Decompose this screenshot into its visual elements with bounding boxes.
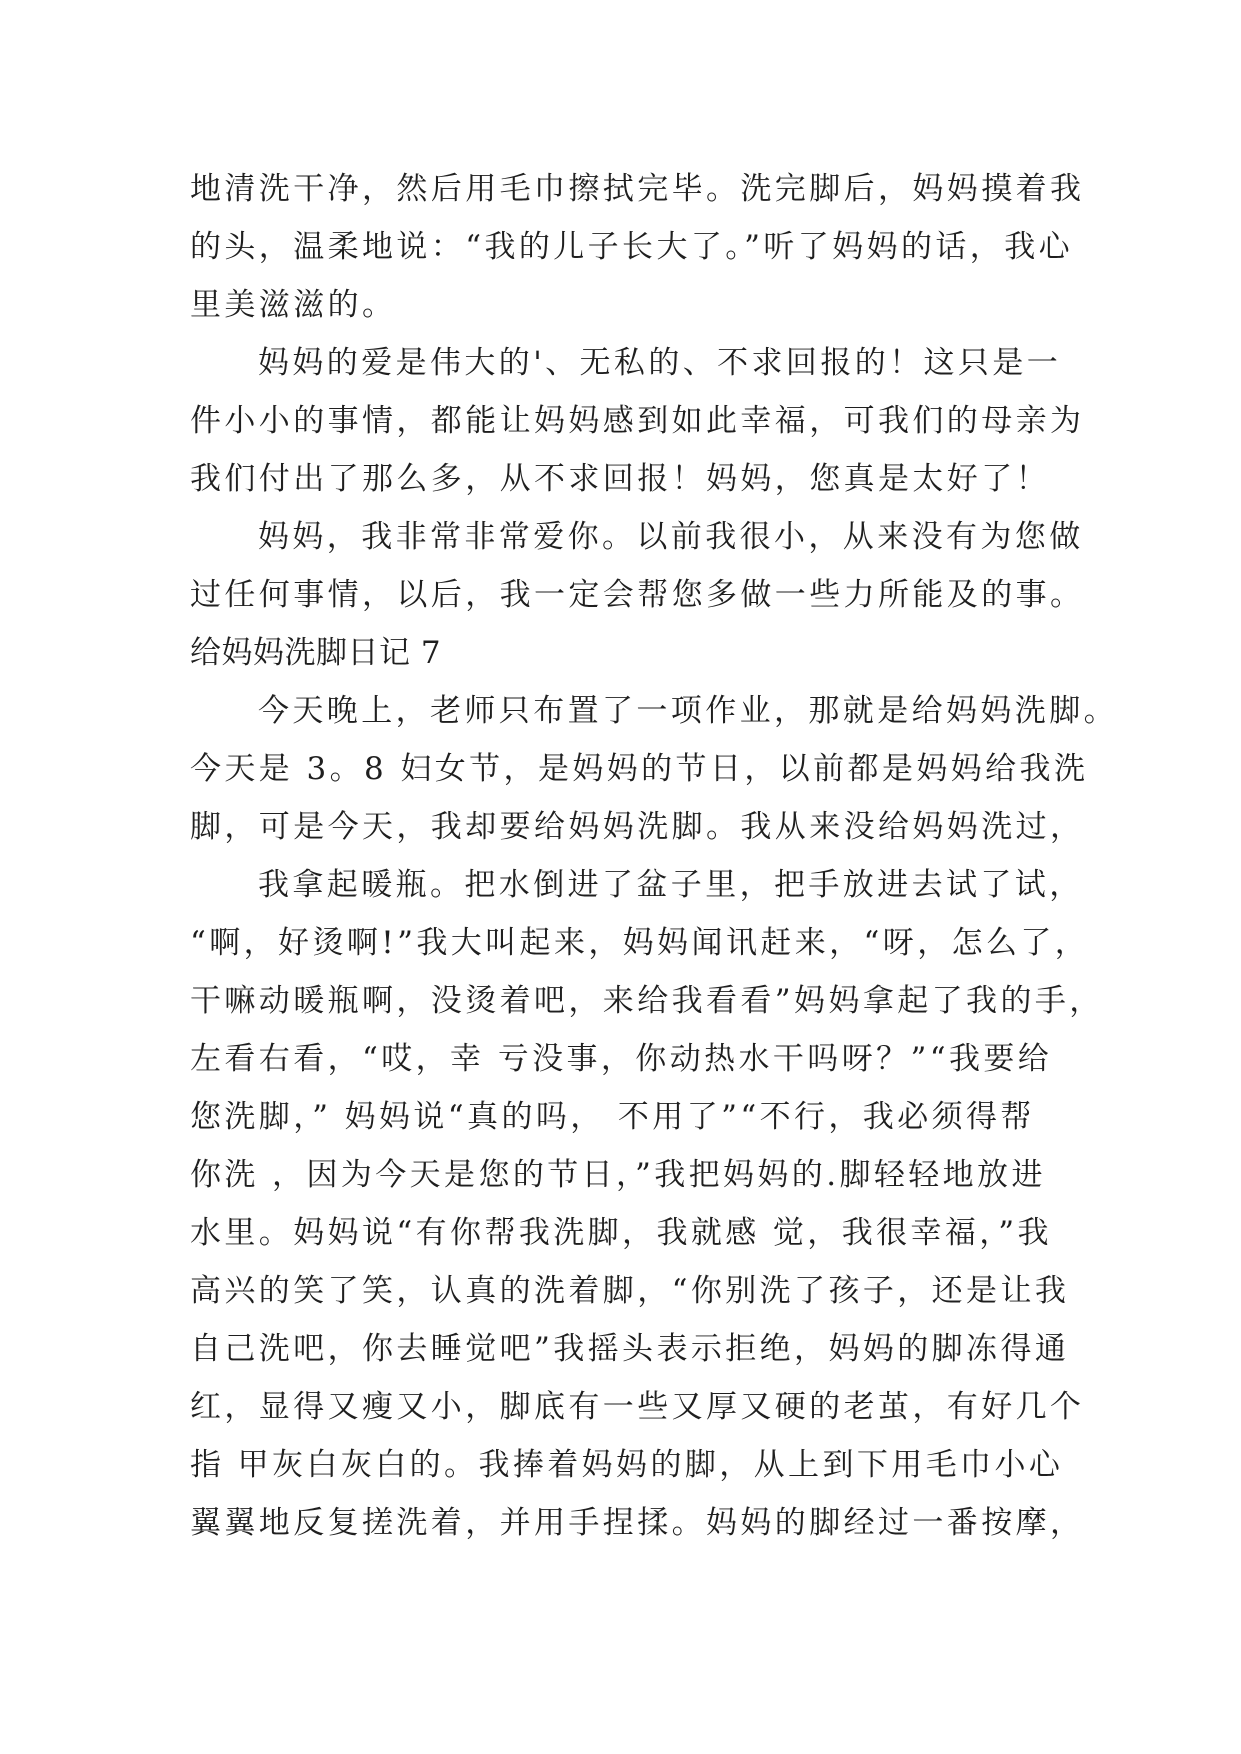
text-line: 过任何事情，以后，我一定会帮您多做一些力所能及的事。 bbox=[190, 577, 1085, 613]
text-line: 左看右看，“哎，幸 亏没事，你动热水干吗呀？”“我要给 bbox=[190, 1041, 1053, 1077]
text-line: 干嘛动暖瓶啊，没烫着吧，来给我看看”妈妈拿起了我的手， bbox=[190, 983, 1104, 1019]
text-line: 自己洗吧，你去睡觉吧”我摇头表示拒绝，妈妈的脚冻得通 bbox=[190, 1331, 1070, 1367]
text-line: “啊，好烫啊!”我大叫起来，妈妈闻讯赶来，“呀，怎么了， bbox=[190, 925, 1090, 961]
paragraph-start-line: 今天晚上，老师只布置了一项作业，那就是给妈妈洗脚。 bbox=[258, 693, 1118, 729]
text-line: 高兴的笑了笑，认真的洗着脚，“你别洗了孩子，还是让我 bbox=[190, 1273, 1070, 1309]
text-line: 的头，温柔地说：“我的儿子长大了。”听了妈妈的话，我心 bbox=[190, 229, 1073, 265]
paragraph-start-line: 我拿起暖瓶。把水倒进了盆子里，把手放进去试了试， bbox=[258, 867, 1084, 903]
text-line: 件小小的事情，都能让妈妈感到如此幸福，可我们的母亲为 bbox=[190, 403, 1085, 439]
text-line: 你洗 ，因为今天是您的节日，”我把妈妈的.脚轻轻地放进 bbox=[190, 1157, 1046, 1193]
paragraph-start-line: 妈妈，我非常非常爱你。以前我很小，从来没有为您做 bbox=[258, 519, 1084, 555]
text-line: 地清洗干净，然后用毛巾擦拭完毕。洗完脚后，妈妈摸着我 bbox=[190, 171, 1085, 207]
text-line: 里美滋滋的。 bbox=[190, 287, 397, 323]
text-line: 翼翼地反复搓洗着，并用手捏揉。妈妈的脚经过一番按摩， bbox=[190, 1505, 1085, 1541]
text-line: 脚，可是今天，我却要给妈妈洗脚。我从来没给妈妈洗过， bbox=[190, 809, 1085, 845]
paragraph-start-line: 妈妈的爱是伟大的'、无私的、不求回报的！这只是一 bbox=[258, 345, 1062, 381]
text-line: 红，显得又瘦又小，脚底有一些又厚又硬的老茧，有好几个 bbox=[190, 1389, 1085, 1425]
text-line: 指 甲灰白灰白的。我捧着妈妈的脚，从上到下用毛巾小心 bbox=[190, 1447, 1064, 1483]
section-heading: 给妈妈洗脚日记 7 bbox=[190, 635, 442, 671]
text-line: 您洗脚，” 妈妈说“真的吗， 不用了”“不行，我必须得帮 bbox=[190, 1099, 1035, 1135]
text-line: 我们付出了那么多，从不求回报！妈妈，您真是太好了！ bbox=[190, 461, 1050, 497]
text-line: 今天是 3。8 妇女节，是妈妈的节日，以前都是妈妈给我洗 bbox=[190, 751, 1089, 787]
text-line: 水里。妈妈说“有你帮我洗脚，我就感 觉，我很幸福，”我 bbox=[190, 1215, 1052, 1251]
